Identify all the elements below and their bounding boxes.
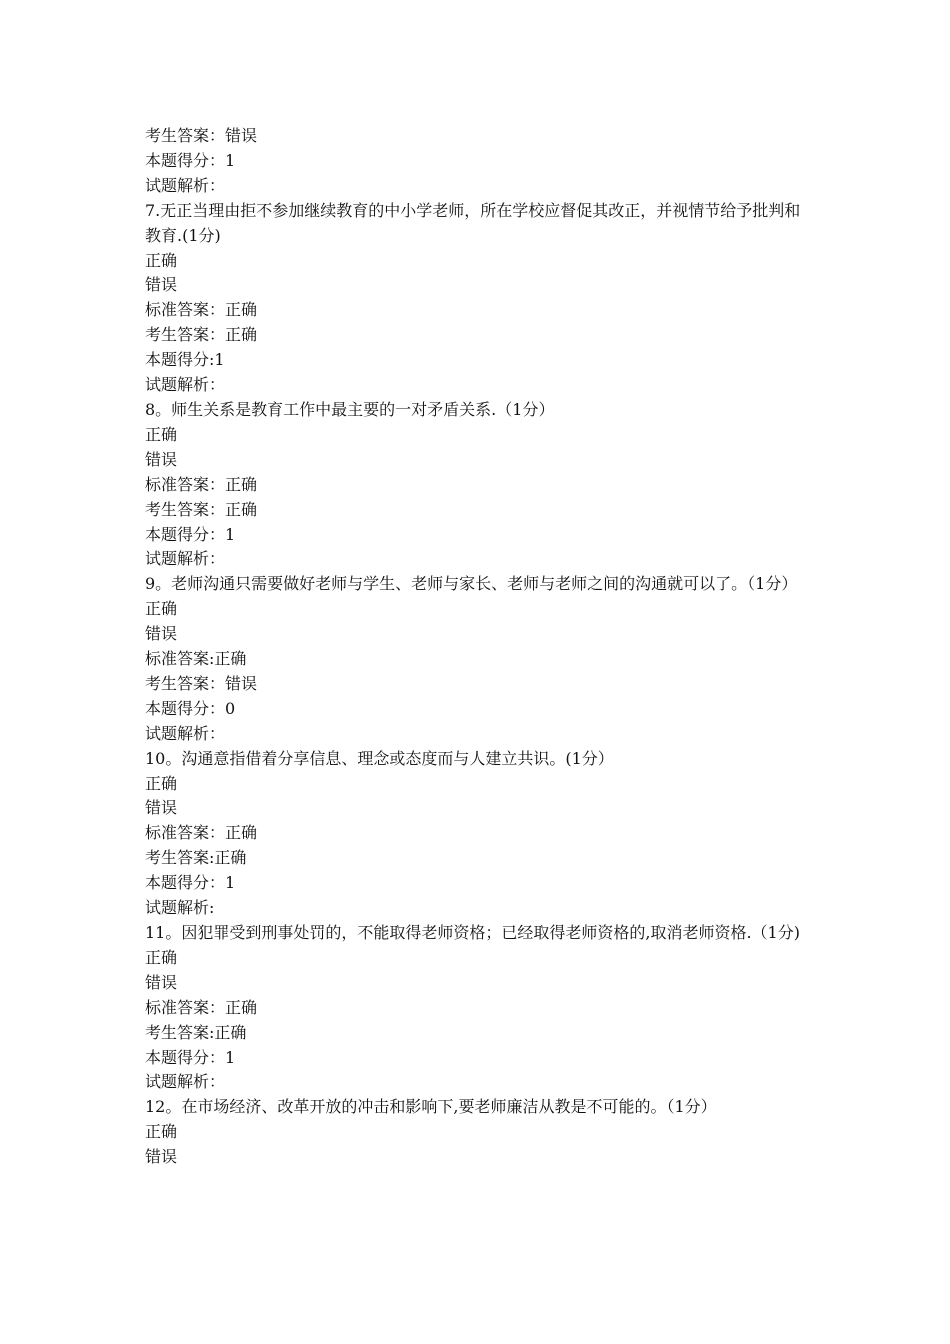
student-answer: 考生答案:正确 bbox=[145, 848, 247, 868]
question-10-title: 10。沟通意指借着分享信息、理念或态度而与人建立共识。(1分） bbox=[145, 748, 614, 768]
option-wrong: 错误 bbox=[145, 275, 178, 295]
question-12-title: 12。在市场经济、改革开放的冲击和影响下,要老师廉洁从教是不可能的。（1分） bbox=[145, 1097, 717, 1117]
document-body bbox=[145, 124, 815, 1170]
option-wrong: 错误 bbox=[145, 798, 178, 818]
question-score: 本题得分：1 bbox=[145, 873, 236, 893]
question-score: 本题得分：1 bbox=[145, 150, 236, 170]
option-correct: 正确 bbox=[145, 599, 178, 619]
question-8-title: 8。师生关系是教育工作中最主要的一对矛盾关系.（1分） bbox=[145, 399, 555, 419]
question-score: 本题得分：1 bbox=[145, 1047, 236, 1067]
option-wrong: 错误 bbox=[145, 449, 178, 469]
student-answer: 考生答案:正确 bbox=[145, 1022, 247, 1042]
option-correct: 正确 bbox=[145, 250, 178, 270]
option-correct: 正确 bbox=[145, 947, 178, 967]
student-answer: 考生答案：正确 bbox=[145, 499, 258, 519]
standard-answer: 标准答案：正确 bbox=[145, 300, 258, 320]
question-score: 本题得分：1 bbox=[145, 524, 236, 544]
question-analysis: 试题解析： bbox=[145, 1072, 226, 1092]
student-answer: 考生答案：错误 bbox=[145, 673, 258, 693]
question-analysis: 试题解析： bbox=[145, 375, 226, 395]
option-wrong: 错误 bbox=[145, 972, 178, 992]
option-correct: 正确 bbox=[145, 1122, 178, 1142]
question-score: 本题得分：0 bbox=[145, 698, 236, 718]
question-analysis: 试题解析： bbox=[145, 175, 226, 195]
question-analysis: 试题解析: bbox=[145, 898, 215, 918]
question-7-title: 7.无正当理由拒不参加继续教育的中小学老师，所在学校应督促其改正，并视情节给予批判和教育.(1分) bbox=[145, 200, 801, 245]
standard-answer: 标准答案：正确 bbox=[145, 474, 258, 494]
question-analysis: 试题解析： bbox=[145, 549, 226, 569]
standard-answer: 标准答案:正确 bbox=[145, 649, 247, 669]
option-wrong: 错误 bbox=[145, 1147, 178, 1167]
question-analysis: 试题解析： bbox=[145, 723, 226, 743]
question-11-title: 11。因犯罪受到刑事处罚的，不能取得老师资格；已经取得老师资格的,取消老师资格.（1分) bbox=[145, 923, 800, 942]
question-score: 本题得分:1 bbox=[145, 350, 225, 370]
option-correct: 正确 bbox=[145, 773, 178, 793]
option-wrong: 错误 bbox=[145, 624, 178, 644]
question-9-title: 9。老师沟通只需要做好老师与学生、老师与家长、老师与老师之间的沟通就可以了。（1分） bbox=[145, 574, 798, 594]
student-answer: 考生答案：错误 bbox=[145, 126, 258, 145]
option-correct: 正确 bbox=[145, 424, 178, 444]
standard-answer: 标准答案：正确 bbox=[145, 997, 258, 1017]
student-answer: 考生答案：正确 bbox=[145, 325, 258, 345]
standard-answer: 标准答案：正确 bbox=[145, 823, 258, 843]
